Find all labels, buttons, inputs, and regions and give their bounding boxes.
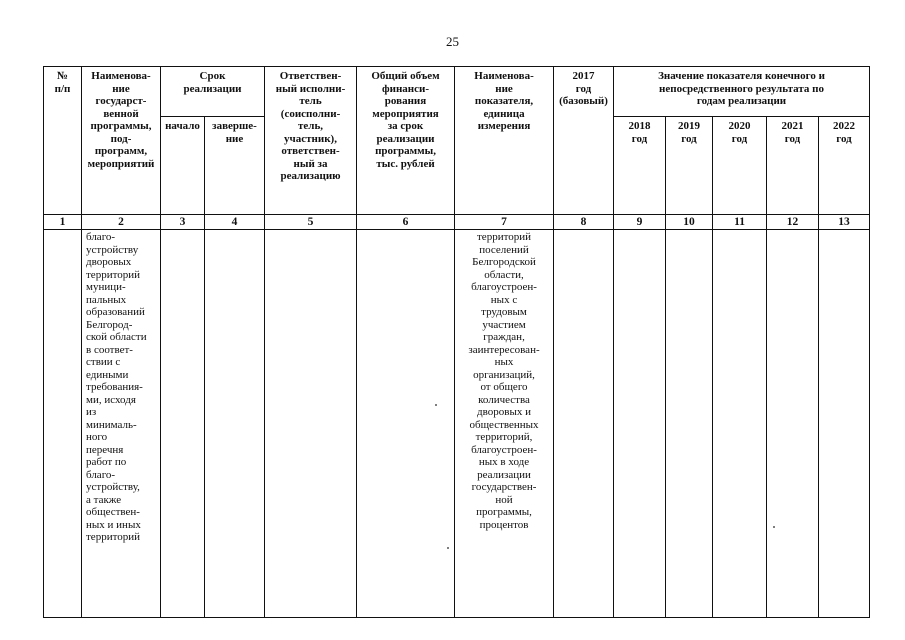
column-number: 4	[205, 215, 265, 230]
cell-2019	[666, 230, 713, 618]
scan-speck	[447, 547, 449, 549]
header-base-year: 2017 год (базовый)	[554, 67, 614, 215]
column-number: 2	[82, 215, 161, 230]
header-end: заверше- ние	[205, 117, 265, 215]
header-year-2018: 2018 год	[614, 117, 666, 215]
column-number: 10	[666, 215, 713, 230]
cell-2021	[767, 230, 819, 618]
header-term: Срок реализации	[161, 67, 265, 117]
column-number: 9	[614, 215, 666, 230]
column-number: 1	[44, 215, 82, 230]
column-number: 3	[161, 215, 205, 230]
cell-base-year	[554, 230, 614, 618]
header-year-2021: 2021 год	[767, 117, 819, 215]
column-number: 13	[819, 215, 870, 230]
column-number: 6	[357, 215, 455, 230]
header-year-2022: 2022 год	[819, 117, 870, 215]
cell-indicator-name: территорий поселений Белгородской области, благоустроен- ных с трудовым участием граждан, заинтересован- ных организаций, от общего количества дворовых и общественных территорий, благоустроен- ных в ходе реализации государствен- ной программы, процентов	[455, 230, 554, 618]
cell-2020	[713, 230, 767, 618]
cell-2018	[614, 230, 666, 618]
column-number: 12	[767, 215, 819, 230]
header-indicator-name: Наименова- ние показателя, единица измерения	[455, 67, 554, 215]
indicator-table	[43, 66, 870, 618]
column-number: 5	[265, 215, 357, 230]
page-number: 25	[446, 34, 459, 49]
header-funding: Общий объем финанси- рования мероприятия за срок реализации программы, тыс. рублей	[357, 67, 455, 215]
header-values-group: Значение показателя конечного и непосредственного результата по годам реализации	[614, 67, 870, 117]
cell-end	[205, 230, 265, 618]
scan-speck	[435, 404, 437, 406]
header-start: начало	[161, 117, 205, 215]
cell-program-name: благо- устройству дворовых территорий муници- пальных образований Белгород- ской области в соответ- ствии с едиными требования- ми, исходя из минималь- ного перечня работ по благо- устройству, а также обществен- ных и иных территорий	[82, 230, 161, 618]
cell-funding	[357, 230, 455, 618]
cell-responsible	[265, 230, 357, 618]
scan-speck	[773, 526, 775, 528]
column-number: 8	[554, 215, 614, 230]
cell-2022	[819, 230, 870, 618]
cell-start	[161, 230, 205, 618]
header-row-number: № п/п	[44, 67, 82, 215]
cell-row-number	[44, 230, 82, 618]
header-responsible: Ответствен- ный исполни- тель (соисполни- тель, участник), ответствен- ный за реализацию	[265, 67, 357, 215]
column-number: 11	[713, 215, 767, 230]
header-year-2020: 2020 год	[713, 117, 767, 215]
header-program-name: Наименова- ние государст- венной программы, под- программ, мероприятий	[82, 67, 161, 215]
column-number: 7	[455, 215, 554, 230]
header-year-2019: 2019 год	[666, 117, 713, 215]
